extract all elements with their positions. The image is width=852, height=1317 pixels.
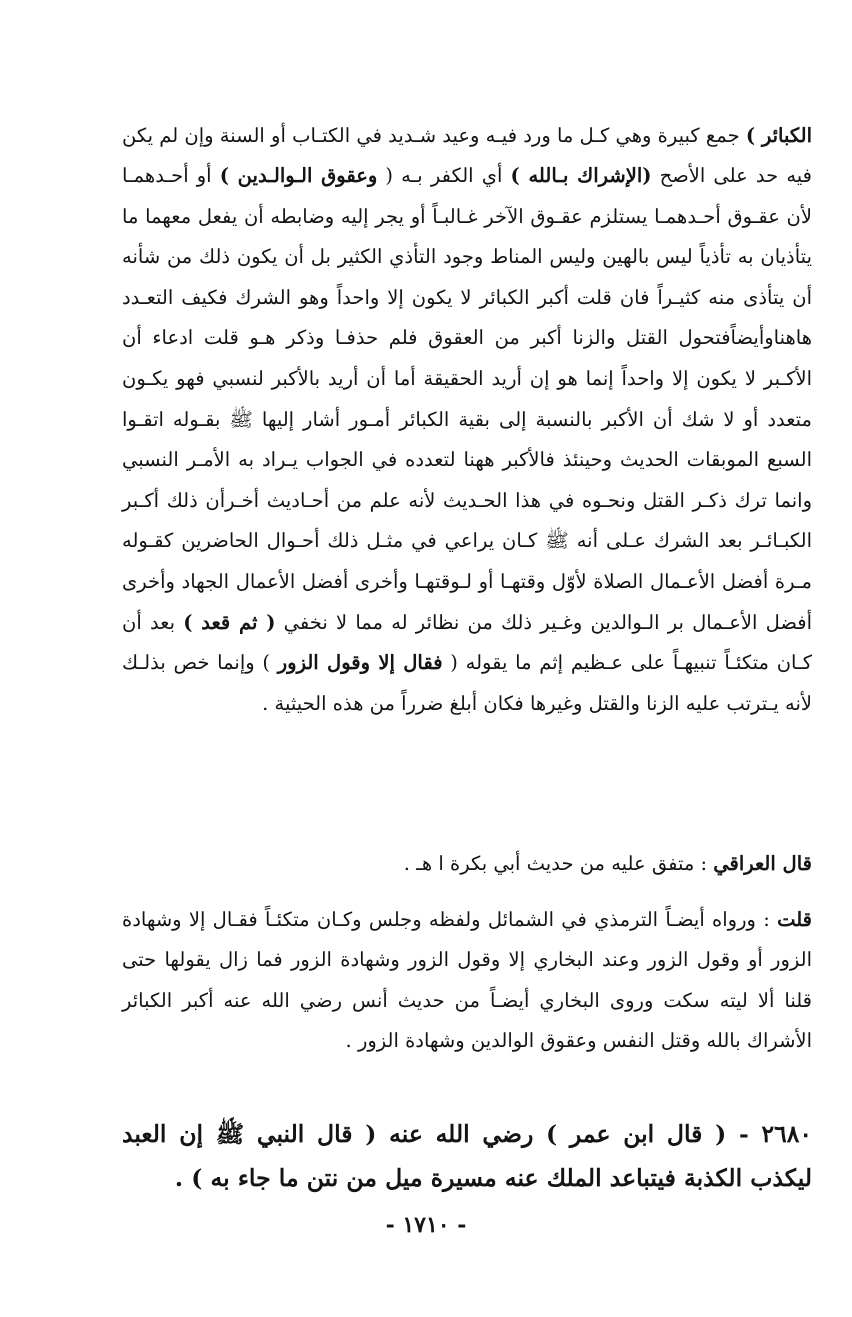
bold-text-segment: فقال إلا وقول الزور	[277, 651, 443, 675]
text-segment: أي الكفر بـه (	[377, 164, 511, 188]
text-segment: جمع كبيرة وهي كـل ما ورد فيـه وعيد شـديد في الكتـاب أو السنة وإن لم يكن فيه حد على الأصح	[122, 123, 812, 188]
text-segment: ) وإنما خص بذلـك لأنه يـترتب عليه الزنا والقتل وغيرها فكان أبلغ ضرراً من هذه الحيثية .	[122, 651, 812, 715]
text-segment: : متفق عليه من حديث أبي بكرة ا هـ .	[403, 851, 714, 875]
bold-text-segment: وعقوق الـوالـدين )	[219, 164, 378, 188]
commentary-paragraph-qultu	[122, 900, 812, 1062]
bold-text-segment: الكبائر )	[745, 123, 813, 147]
text-segment: أو أحـدهمـا لأن عقـوق أحـدهمـا يستلزم عقـوق الآخر غـالبـاً أو يجر إليه وضابطه أن يفعل معهما ما يتأذيان به تأذياً ليس بالهين وليس المناط وجود التأذي الكثير بل أن يكون ذلك من شأنه أن يتأذى منه كثيـراً فان قلت أكبر الكبائر لا يكون إلا واحداً وهو الشرك فكيف التعـدد هاهناوأيضاًفتحول القتل والزنا أكبر من العقوق فلم حذفـا وذكر هـو قلت ادعاء أن الأكـبر لا يكون إلا واحداً إنما هو إن أريد الحقيقة أما أن أريد بالأكبر لنسبي فهو يكـون متعدد أو لا شك أن الأكبر بالنسبة إلى بقية الكبائر أمـور أشار إليها ﷺ بقـوله اتقـوا السبع الموبقات الحديث وحينئذ فالأكبر ههنا لتعدده في الجواب يـراد به الأمـر النسبي وانما ترك ذكـر القتل ونحـوه في هذا الحـديث لأنه علم من أحـاديث أخـرأن ذلك أكـبر الكبـائـر بعد الشرك عـلى أنه ﷺ كـان يراعي في مثـل ذلك أحـوال الحاضرين كقـوله مـرة أفضل الأعـمال الصلاة لأوّل وقتهـا أو لـوقتهـا وأخرى أفضل الأعمال الجهاد وأخرى أفضل الأعـمال بر الـوالدين وغـير ذلك من نظائر له مما لا نخفي	[122, 164, 812, 634]
bold-text-segment: ٢٦٨٠ - ( قال ابن عمر )	[546, 1119, 812, 1148]
commentary-paragraph-iraqi	[122, 844, 812, 884]
text-segment: رضي الله عنه	[376, 1119, 547, 1148]
bold-text-segment: ( قال النبي ﷺ إن العبد ليكذب الكذبة فيتباعد الملك عنه مسيرة ميل من نتن ما جاء به ) .	[122, 1119, 812, 1192]
text-segment: : ورواه أيضـاً الترمذي في الشمائل ولفظه وجلس وكـان متكئـاً فقـال إلا وشهادة الزور أو وقول الزور وعند البخاري إلا وقول الزور وشهادة الزور فما زال يقولها حتى قلنا ألا ليته سكت وروى البخاري أيضـاً من حديث أنس رضي الله عنه أكبر الكبائر الأشراك بالله وقتل النفس وعقوق الوالدين وشهادة الزور .	[122, 907, 812, 1053]
bold-text-segment: ( ثم قعد )	[183, 610, 276, 634]
page-number: - ١٧١٠ -	[385, 1212, 467, 1238]
commentary-paragraph-kabair	[122, 116, 812, 725]
bold-text-segment: قلت	[777, 907, 812, 931]
hadith-2680-paragraph	[122, 1112, 812, 1200]
text-segment: بعد أن كـان متكئـاً تنبيهـاً على عـظيم إثم ما يقوله (	[122, 610, 812, 675]
bold-text-segment: (الإشراك بـالله )	[510, 164, 652, 188]
bold-text-segment: قال العراقي	[713, 851, 812, 875]
